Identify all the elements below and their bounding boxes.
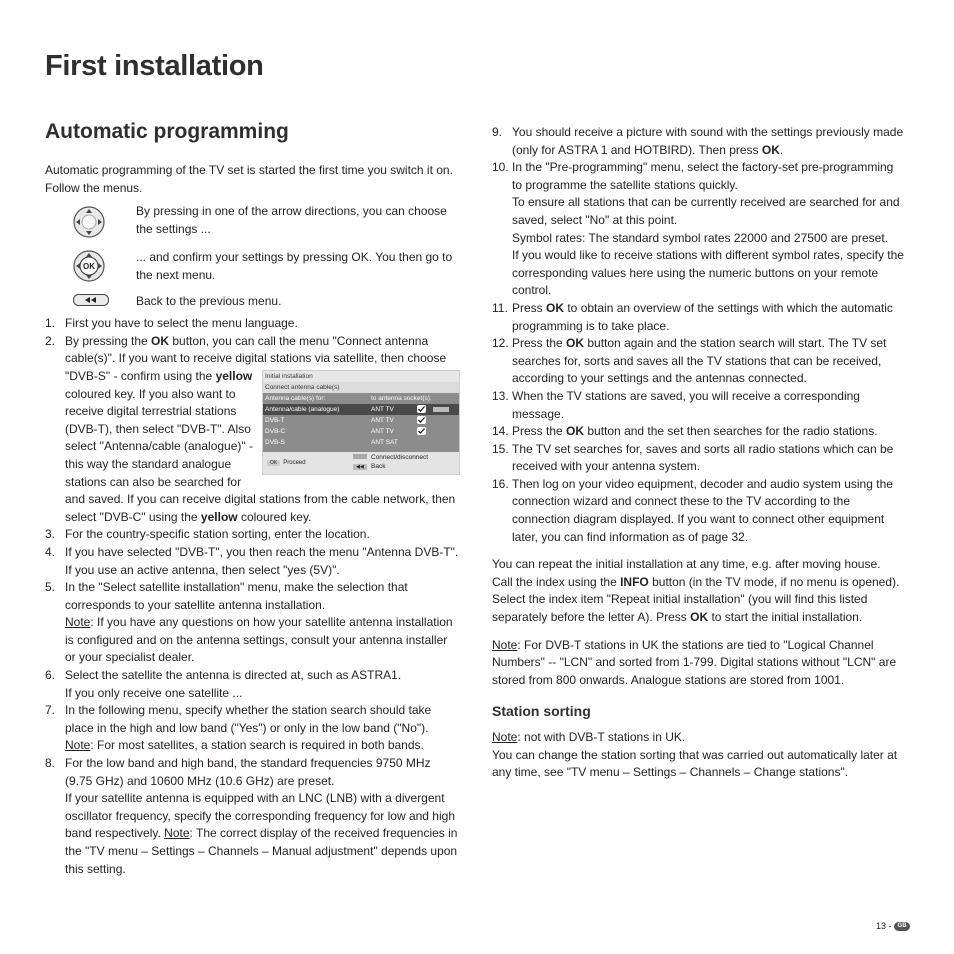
note-label: Note	[65, 615, 91, 630]
step-number: 8.	[45, 756, 56, 771]
step-text: button again and the station search will start. The TV set searches for, sorts and saves all the TV stations that can be received, according to your settings and the antennas connected.	[512, 336, 887, 386]
step-text: If you have selected "DVB-T", you then reach the menu "Antenna DVB-T". If you use an active antenna, then select "yes (5V)".	[65, 544, 459, 577]
repeat-text: button (in the TV mode, if no menu is opened). Select the index item "Repeat initial installation" (you will find this listed separately before the letter A). Press	[492, 574, 900, 625]
step-number: 11.	[492, 300, 508, 315]
station-sorting-title: Station sorting	[492, 703, 591, 720]
step-text: Press	[512, 300, 547, 315]
row-socket: ANT TV	[371, 405, 394, 413]
step-3	[45, 526, 460, 544]
arrow-pad-icon	[73, 206, 105, 244]
step-text: By pressing the	[65, 333, 152, 348]
repeat-text: You can repeat the initial installation at any time, e.g. after moving house. Call the index using the	[492, 557, 881, 589]
ok-key-icon: OK	[267, 460, 280, 466]
step-text: button and the set then searches for the radio stations.	[584, 424, 878, 439]
step-text: To ensure all stations that can be currently received are searched for and saved, select "No" at this point.	[512, 195, 900, 227]
ok-keyword: OK	[566, 336, 585, 351]
step-number: 4.	[45, 544, 56, 559]
ok-row	[45, 249, 460, 291]
step-10	[492, 159, 904, 300]
note-text: : For most satellites, a station search is required in both bands.	[90, 738, 424, 753]
ok-button-icon	[73, 250, 105, 288]
ok-icon-label: OK	[83, 262, 95, 272]
step-text: For the country-specific station sorting, enter the location.	[65, 527, 370, 542]
menu-subheader: Connect antenna cable(s)	[263, 382, 459, 393]
step-6	[45, 667, 460, 702]
step-text: If you only receive one satellite ...	[65, 685, 243, 700]
row-socket: ANT SAT	[371, 438, 398, 446]
menu-footer	[263, 452, 459, 474]
step-12	[492, 335, 904, 388]
step-text: You should receive a picture with sound with the settings previously made (only for ASTRA 1 and HOTBIRD). Then press	[512, 125, 904, 157]
step-text: First you have to select the menu language.	[65, 316, 298, 331]
step-number: 16.	[492, 476, 509, 491]
step-number: 2.	[45, 333, 56, 348]
step-4	[45, 544, 460, 579]
proceed-hint	[267, 458, 306, 469]
step-number: 13.	[492, 388, 509, 403]
gb-badge: GB	[894, 922, 910, 931]
page-number	[876, 920, 910, 932]
connect-antenna-menu-screenshot	[262, 370, 460, 475]
step-13	[492, 388, 904, 423]
back-text: Back to the previous menu.	[136, 294, 282, 309]
step-number: 14.	[492, 424, 509, 439]
row-label: Antenna/cable (analogue)	[265, 405, 340, 413]
note-label: Note	[492, 730, 518, 744]
note-text: : The correct display of the received frequencies in the "TV menu – Settings – Channels – Manual adjustment" depends upon this setting.	[65, 826, 458, 876]
menu-row-dvbc	[263, 426, 459, 437]
ok-keyword: OK	[690, 610, 709, 625]
ok-keyword: OK	[151, 333, 170, 348]
selection-bar	[433, 407, 449, 412]
step-16	[492, 476, 904, 546]
steps-left	[45, 315, 460, 878]
step-9	[492, 124, 904, 159]
step-15	[492, 441, 904, 476]
arrows-text: By pressing in one of the arrow directions, you can choose the settings ...	[136, 204, 447, 236]
connect-label: Connect/disconnect	[371, 453, 429, 461]
col1-head: Antenna cable(s) for:	[265, 394, 326, 402]
step-text: The TV set searches for, saves and sorts all radio stations which can be received with your antenna system.	[512, 441, 894, 474]
step-number: 10.	[492, 160, 509, 175]
left-column	[45, 162, 460, 878]
row-label: DVB-T	[265, 416, 285, 424]
page-title: First installation	[45, 50, 264, 82]
note-label: Note	[492, 637, 518, 652]
step-number: 3.	[45, 527, 56, 542]
step-text: button, you can call the menu "Connect antenna cable(s)". If you want to receive digital stations via satellite, then choose "DVB-S" - confirm using the	[65, 333, 447, 383]
page-number-text: 13 -	[876, 921, 892, 931]
step-text: If your satellite antenna is equipped with an LNC (LNB) with a divergent oscillator frequency, specify the corresponding frequency for low and high band respectively.	[65, 791, 455, 841]
col2-head: to antenna socket(s):	[371, 394, 432, 402]
step-text: Select the satellite the antenna is directed at, such as ASTRA1.	[65, 668, 402, 683]
step-text: to obtain an overview of the settings with which the automatic programming is to take place.	[512, 300, 893, 333]
row-label: DVB-S	[265, 438, 285, 446]
intro-text: Automatic programming of the TV set is started the first time you switch it on. Follow the menus.	[45, 163, 453, 195]
step-number: 7.	[45, 703, 56, 718]
step-number: 12.	[492, 336, 509, 351]
ok-keyword: OK	[761, 142, 780, 157]
step-8	[45, 755, 460, 878]
note-label: Note	[164, 826, 190, 841]
step-text: For the low band and high band, the standard frequencies 9750 MHz (9.75 GHz) and 10600 MHz (10.6 GHz) are preset.	[65, 756, 431, 788]
section-title: Automatic programming	[45, 120, 289, 143]
step-number: 1.	[45, 316, 56, 331]
step-text: coloured key.	[237, 509, 312, 524]
yellow-key-icon	[353, 454, 367, 459]
step-text: In the following menu, specify whether the station search should take place in the high and low band ("Yes") or only in the low band ("No").	[65, 703, 432, 735]
row-socket: ANT TV	[371, 416, 394, 424]
menu-column-heads	[263, 393, 459, 404]
back-key-icon	[73, 294, 109, 312]
menu-row-analogue	[263, 404, 459, 415]
step-text: Press the	[512, 424, 567, 439]
right-column	[492, 124, 904, 782]
back-key-icon: ◀◀	[353, 464, 367, 470]
step-text: If you would like to receive stations with different symbol rates, specify the corresponding values here using the numeric buttons on your remote control.	[512, 248, 904, 298]
station-sorting-note	[492, 729, 904, 747]
note-text: : For DVB-T stations in UK the stations are tied to "Logical Channel Numbers" -- "LCN" and sorted from 1-799. Digital stations without "LCN" are stored from 800 onwards. Analogue stations are stored from 1001.	[492, 637, 897, 687]
step-text: Symbol rates: The standard symbol rates 22000 and 27500 are preset.	[512, 230, 889, 245]
ok-text: ... and confirm your settings by pressing OK. You then go to the next menu.	[136, 250, 453, 282]
ok-keyword: OK	[566, 424, 585, 439]
back-label: Back	[371, 462, 386, 470]
menu-row-dvbt	[263, 415, 459, 426]
yellow-keyword: yellow	[200, 509, 238, 524]
step-number: 5.	[45, 580, 56, 595]
step-11	[492, 300, 904, 335]
step-text: coloured key. If you also want to receive digital terrestrial stations (DVB-T), then select "DVB-T". Also select "Antenna/cable (analogue)" - this way the standard analogue stations can also be searched for and saved. If you can receive digital stations from the cable network, then select "DVB-C" using the	[65, 386, 456, 524]
step-number: 9.	[492, 125, 503, 139]
check-icon	[417, 405, 426, 413]
check-icon	[417, 416, 426, 424]
step-5	[45, 579, 460, 667]
step-2	[45, 333, 460, 527]
ok-keyword: OK	[546, 300, 565, 315]
step-text: In the "Pre-programming" menu, select the factory-set pre-programming to programme the satellite stations quickly.	[512, 160, 894, 192]
step-number: 15.	[492, 441, 509, 456]
uk-note-paragraph	[492, 637, 904, 690]
step-number: 6.	[45, 668, 56, 683]
step-text: Press the	[512, 336, 567, 351]
step-text: When the TV stations are saved, you will receive a corresponding message.	[512, 388, 860, 421]
note-label: Note	[65, 738, 91, 753]
back-row	[45, 293, 460, 315]
menu-header: Initial installation	[263, 371, 459, 382]
step-text: .	[779, 142, 784, 157]
steps-right	[492, 124, 904, 546]
note-text: : not with DVB-T stations in UK.	[517, 730, 686, 744]
menu-row-dvbs	[263, 437, 459, 448]
repeat-text: to start the initial installation.	[708, 610, 863, 625]
step-1	[45, 315, 460, 333]
check-icon	[417, 427, 426, 435]
proceed-label: Proceed	[283, 459, 306, 466]
yellow-keyword: yellow	[215, 368, 253, 383]
info-keyword: INFO	[620, 574, 649, 589]
note-text: : If you have any questions on how your satellite antenna installation is configured and on the antenna settings, consult your antenna installer or your specialist dealer.	[65, 615, 453, 665]
station-sorting-text: You can change the station sorting that was carried out automatically later at any time, see "TV menu – Settings – Channels – Change stations".	[492, 747, 898, 780]
arrows-row	[45, 203, 460, 247]
step-text: Then log on your video equipment, decoder and audio system using the connection wizard and connect these to the TV according to the connection diagram displayed. If you want to connect other equipment later, you can find information as of page 32.	[512, 476, 893, 544]
step-text: In the "Select satellite installation" menu, make the selection that corresponds to your satellite antenna installation.	[65, 580, 408, 612]
step-14	[492, 423, 904, 441]
repeat-paragraph	[492, 556, 904, 626]
row-label: DVB-C	[265, 427, 286, 435]
row-socket: ANT TV	[371, 427, 394, 435]
step-7	[45, 702, 460, 755]
